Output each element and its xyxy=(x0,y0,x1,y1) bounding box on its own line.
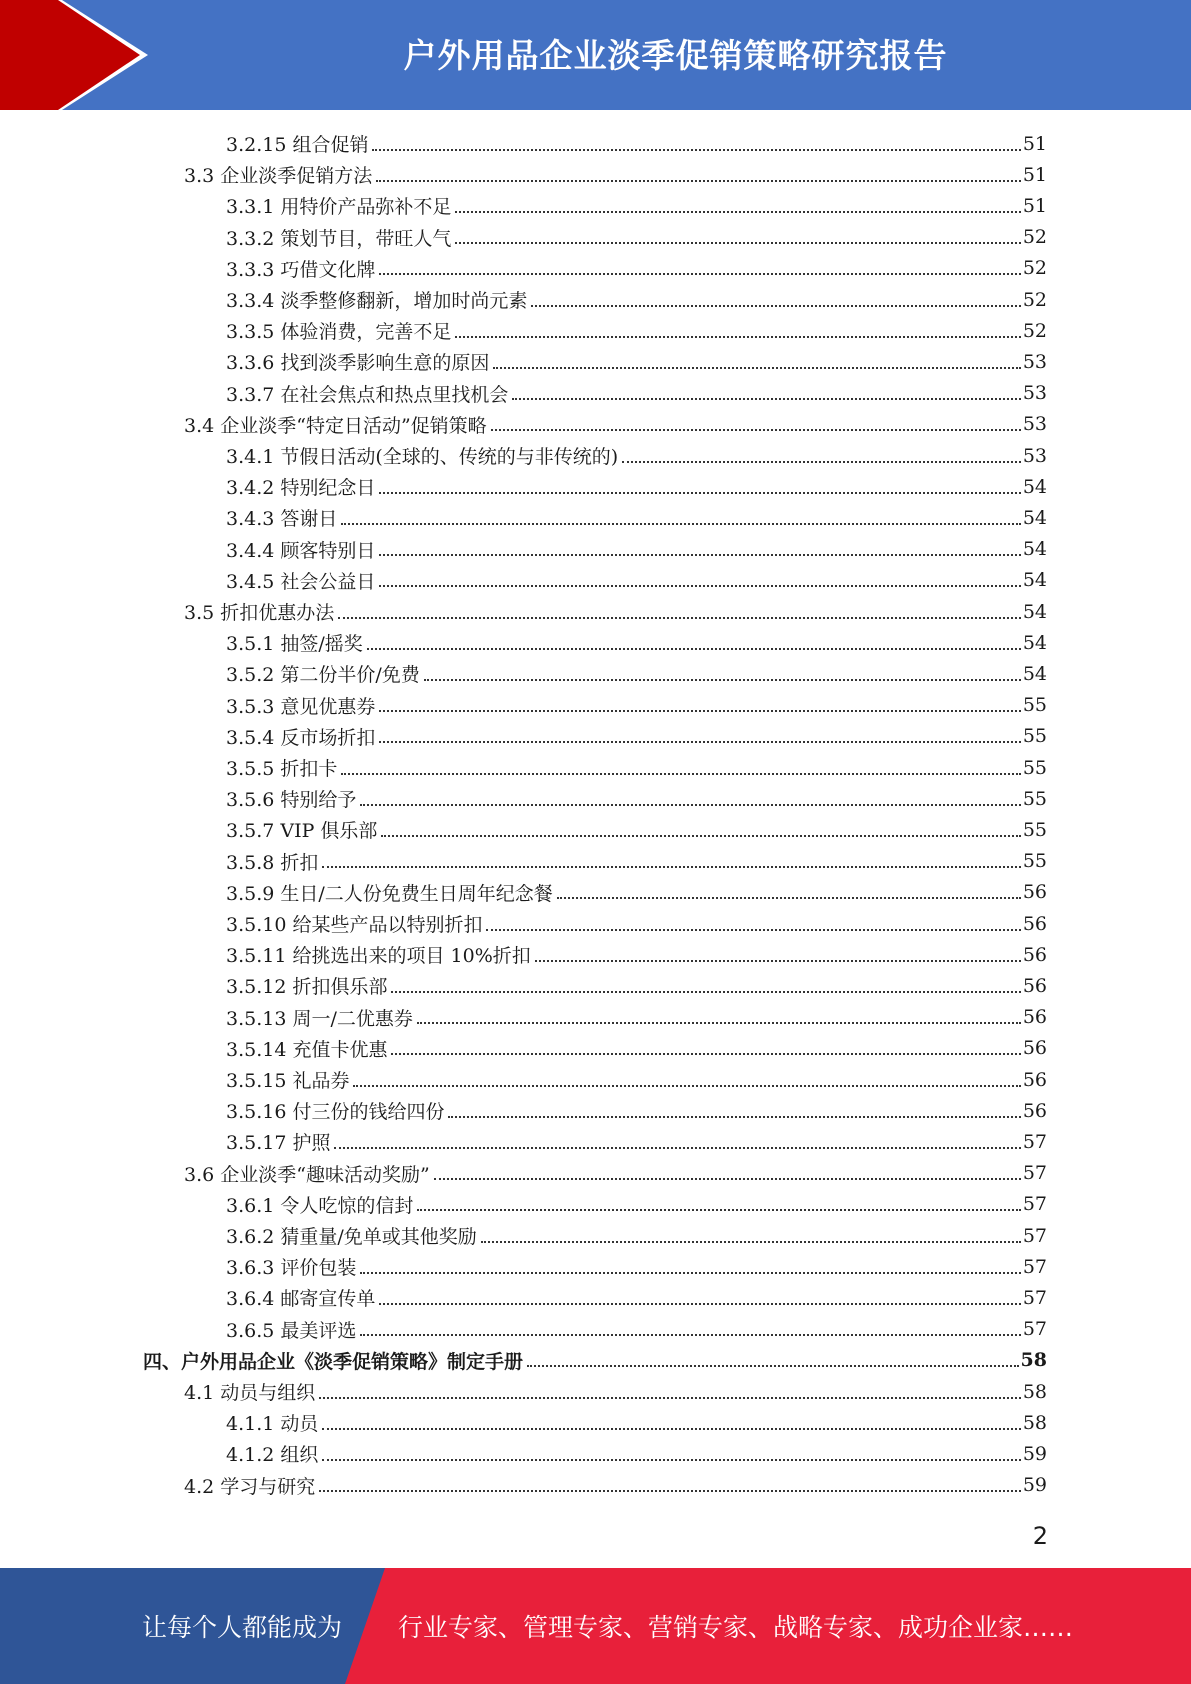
toc-leader-dots xyxy=(424,679,1021,681)
toc-entry-page: 54 xyxy=(1022,538,1047,561)
toc-leader-dots xyxy=(381,835,1020,837)
toc-leader-dots xyxy=(379,492,1020,494)
toc-entry-label: 3.6.5 最美评选 xyxy=(226,1319,357,1342)
toc-entry[interactable] xyxy=(184,159,1047,190)
toc-entry-label: 3.6.1 令人吃惊的信封 xyxy=(226,1194,414,1217)
toc-entry-label: 3.3.7 在社会焦点和热点里找机会 xyxy=(226,383,509,406)
toc-entry-page: 56 xyxy=(1022,881,1047,904)
toc-entry-page: 54 xyxy=(1022,600,1047,623)
toc-entry[interactable] xyxy=(226,502,1047,533)
toc-leader-dots xyxy=(360,1272,1020,1274)
page-header xyxy=(0,0,1191,110)
toc-entry-page: 59 xyxy=(1022,1474,1047,1497)
toc-entry-label: 3.4.5 社会公益日 xyxy=(226,570,376,593)
toc-leader-dots xyxy=(360,1334,1020,1336)
toc-entry-page: 56 xyxy=(1022,1099,1047,1122)
toc-leader-dots xyxy=(379,710,1020,712)
toc-entry-page: 55 xyxy=(1022,725,1047,748)
toc-entry[interactable] xyxy=(226,346,1047,377)
toc-leader-dots xyxy=(379,741,1020,743)
toc-entry-label: 3.5.13 周一/二优惠券 xyxy=(226,1007,413,1030)
toc-leader-dots xyxy=(493,367,1020,369)
toc-entry-label: 3.4.3 答谢日 xyxy=(226,508,338,531)
toc-leader-dots xyxy=(372,149,1020,151)
toc-leader-dots xyxy=(376,180,1021,182)
toc-entry[interactable] xyxy=(226,222,1047,253)
toc-entry[interactable] xyxy=(226,690,1047,721)
toc-entry-label: 3.3 企业淡季促销方法 xyxy=(184,165,373,188)
toc-entry-label: 3.3.3 巧借文化牌 xyxy=(226,258,376,281)
toc-entry[interactable] xyxy=(226,378,1047,409)
toc-entry[interactable] xyxy=(184,596,1047,627)
toc-entry-page: 54 xyxy=(1022,569,1047,592)
toc-leader-dots xyxy=(322,1459,1020,1461)
toc-entry-label: 3.4 企业淡季“特定日活动”促销策略 xyxy=(184,414,487,437)
toc-entry-page: 51 xyxy=(1022,132,1047,155)
toc-entry[interactable] xyxy=(226,1064,1047,1095)
toc-entry-page: 51 xyxy=(1022,194,1047,217)
toc-entry-page: 59 xyxy=(1022,1442,1047,1465)
toc-entry-page: 56 xyxy=(1022,1037,1047,1060)
toc-entry-label: 3.5.2 第二份半价/免费 xyxy=(226,664,420,687)
toc-entry[interactable] xyxy=(226,752,1047,783)
toc-entry-label: 3.4.4 顾客特别日 xyxy=(226,539,376,562)
toc-entry[interactable] xyxy=(184,1470,1047,1501)
toc-entry[interactable] xyxy=(226,721,1047,752)
toc-entry-page: 53 xyxy=(1022,350,1047,373)
toc-entry-page: 56 xyxy=(1022,974,1047,997)
toc-entry-page: 55 xyxy=(1022,756,1047,779)
toc-leader-dots xyxy=(341,523,1020,525)
toc-entry-page: 52 xyxy=(1022,226,1047,249)
toc-entry-page: 52 xyxy=(1022,288,1047,311)
footer-slogan-left: 让每个人都能成为 xyxy=(142,1613,343,1642)
toc-entry[interactable] xyxy=(226,284,1047,315)
toc-leader-dots xyxy=(391,991,1020,993)
toc-leader-dots xyxy=(417,1022,1021,1024)
toc-entry-label: 3.3.6 找到淡季影响生意的原因 xyxy=(226,352,490,375)
toc-entry-label: 4.1.2 组织 xyxy=(226,1444,319,1467)
toc-entry-label: 3.6.4 邮寄宣传单 xyxy=(226,1288,376,1311)
toc-entry-page: 57 xyxy=(1022,1318,1047,1341)
toc-entry-page: 51 xyxy=(1022,163,1047,186)
toc-entry-label: 3.4.2 特别纪念日 xyxy=(226,477,376,500)
toc-entry-label: 4.1.1 动员 xyxy=(226,1413,319,1436)
toc-entry-label: 3.2.15 组合促销 xyxy=(226,134,369,156)
toc-entry-label: 3.5.6 特别给予 xyxy=(226,789,357,812)
toc-entry-page: 57 xyxy=(1022,1224,1047,1247)
toc-leader-dots xyxy=(319,1397,1021,1399)
toc-leader-dots xyxy=(481,1241,1021,1243)
toc-entry-label: 3.3.4 淡季整修翻新，增加时尚元素 xyxy=(226,290,528,312)
toc-entry-page: 52 xyxy=(1022,257,1047,280)
toc-entry[interactable] xyxy=(226,190,1047,221)
toc-entry-label: 4.2 学习与研究 xyxy=(184,1475,316,1498)
page-number: 2 xyxy=(1032,1522,1048,1550)
toc-entry[interactable] xyxy=(226,534,1047,565)
toc-entry-label: 3.5.10 给某些产品以特别折扣 xyxy=(226,914,483,936)
toc-entry-label: 3.3.2 策划节目，带旺人气 xyxy=(226,227,452,250)
toc-entry[interactable] xyxy=(226,128,1047,159)
toc-leader-dots xyxy=(557,897,1021,899)
toc-entry-page: 56 xyxy=(1022,943,1047,966)
toc-entry[interactable] xyxy=(226,1438,1047,1469)
toc-leader-dots xyxy=(319,1490,1021,1492)
toc-entry[interactable] xyxy=(184,1158,1047,1189)
toc-entry-label: 3.5.4 反市场折扣 xyxy=(226,726,376,749)
toc-entry-label: 4.1 动员与组织 xyxy=(184,1382,316,1404)
toc-entry[interactable] xyxy=(226,1189,1047,1220)
toc-leader-dots xyxy=(455,336,1020,338)
toc-entry-label: 3.5.1 抽签/摇奖 xyxy=(226,633,363,656)
toc-entry-label: 四、户外用品企业《淡季促销策略》制定手册 xyxy=(143,1350,524,1373)
toc-entry-page: 54 xyxy=(1022,506,1047,529)
toc-entry-page: 56 xyxy=(1022,1006,1047,1029)
toc-leader-dots xyxy=(379,554,1020,556)
toc-leader-dots xyxy=(455,242,1020,244)
toc-entry-label: 3.5.17 护照 xyxy=(226,1132,331,1155)
toc-entry[interactable] xyxy=(226,1314,1047,1345)
toc-entry-label: 3.5.3 意见优惠券 xyxy=(226,695,376,718)
toc-entry-label: 3.5.9 生日/二人份免费生日周年纪念餐 xyxy=(226,882,553,905)
toc-entry-label: 3.3.1 用特价产品弥补不足 xyxy=(226,196,452,219)
toc-leader-dots xyxy=(367,648,1021,650)
toc-entry[interactable] xyxy=(226,1033,1047,1064)
toc-entry-label: 3.6.3 评价包装 xyxy=(226,1257,357,1280)
toc-entry-label: 3.5 折扣优惠办法 xyxy=(184,602,335,624)
toc-entry-label: 3.5.15 礼品券 xyxy=(226,1070,350,1092)
toc-entry[interactable] xyxy=(226,877,1047,908)
toc-entry[interactable] xyxy=(226,783,1047,814)
toc-entry-page: 58 xyxy=(1022,1380,1047,1403)
toc-leader-dots xyxy=(338,617,1021,619)
toc-entry-page: 54 xyxy=(1022,631,1047,654)
toc-entry-label: 3.5.5 折扣卡 xyxy=(226,758,338,780)
toc-leader-dots xyxy=(353,1085,1020,1087)
toc-entry-label: 3.4.1 节假日活动(全球的、传统的与非传统的) xyxy=(226,446,619,468)
toc-entry[interactable] xyxy=(226,1002,1047,1033)
toc-entry[interactable] xyxy=(143,1345,1047,1376)
toc-entry[interactable] xyxy=(226,1251,1047,1282)
toc-entry-page: 55 xyxy=(1022,818,1047,841)
toc-entry[interactable] xyxy=(226,627,1047,658)
toc-entry[interactable] xyxy=(226,315,1047,346)
toc-entry[interactable] xyxy=(226,970,1047,1001)
toc-entry[interactable] xyxy=(226,471,1047,502)
toc-leader-dots xyxy=(379,1303,1020,1305)
toc-leader-dots xyxy=(622,461,1021,463)
toc-entry[interactable] xyxy=(226,939,1047,970)
toc-entry[interactable] xyxy=(226,658,1047,689)
report-title: 户外用品企业淡季促销策略研究报告 xyxy=(403,35,948,75)
toc-entry-label: 3.5.11 给挑选出来的项目 10%折扣 xyxy=(226,945,531,968)
toc-entry-page: 53 xyxy=(1022,444,1047,467)
toc-leader-dots xyxy=(434,1178,1021,1180)
toc-leader-dots xyxy=(322,1428,1020,1430)
toc-leader-dots xyxy=(322,866,1020,868)
toc-entry-page: 57 xyxy=(1022,1130,1047,1153)
toc-leader-dots xyxy=(491,429,1021,431)
toc-entry-page: 55 xyxy=(1022,694,1047,717)
toc-entry-page: 58 xyxy=(1022,1411,1047,1434)
toc-leader-dots xyxy=(379,585,1020,587)
toc-entry-page: 56 xyxy=(1022,1068,1047,1091)
toc-entry-page: 53 xyxy=(1022,413,1047,436)
toc-entry-label: 3.3.5 体验消费，完善不足 xyxy=(226,321,452,344)
toc-leader-dots xyxy=(486,929,1020,931)
toc-entry-label: 3.6.2 猜重量/免单或其他奖励 xyxy=(226,1226,477,1248)
toc-entry-page: 57 xyxy=(1022,1255,1047,1278)
toc-entry-page: 54 xyxy=(1022,662,1047,685)
page-footer xyxy=(0,1568,1191,1684)
toc-entry-label: 3.5.12 折扣俱乐部 xyxy=(226,976,388,999)
toc-entry-label: 3.5.16 付三份的钱给四份 xyxy=(226,1101,445,1124)
toc-entry[interactable] xyxy=(184,1376,1047,1407)
toc-entry-page: 57 xyxy=(1022,1162,1047,1185)
toc-leader-dots xyxy=(448,1116,1020,1118)
toc-entry-label: 3.5.8 折扣 xyxy=(226,851,319,874)
toc-entry[interactable] xyxy=(226,1095,1047,1126)
toc-entry[interactable] xyxy=(226,1282,1047,1313)
toc-entry-page: 56 xyxy=(1022,912,1047,935)
toc-leader-dots xyxy=(531,305,1020,307)
toc-leader-dots xyxy=(360,804,1020,806)
toc-leader-dots xyxy=(341,773,1020,775)
toc-entry[interactable] xyxy=(226,846,1047,877)
toc-entry[interactable] xyxy=(226,440,1047,471)
footer-slogan-right: 行业专家、管理专家、营销专家、战略专家、成功企业家…… xyxy=(398,1613,1074,1642)
toc-entry-page: 55 xyxy=(1022,787,1047,810)
toc-leader-dots xyxy=(527,1365,1019,1367)
toc-entry-page: 54 xyxy=(1022,475,1047,498)
toc-leader-dots xyxy=(535,960,1021,962)
toc-entry-page: 57 xyxy=(1022,1286,1047,1309)
toc-entry[interactable] xyxy=(184,409,1047,440)
toc-entry[interactable] xyxy=(226,565,1047,596)
red-arrow-icon xyxy=(0,0,160,110)
toc-entry[interactable] xyxy=(226,814,1047,845)
toc-leader-dots xyxy=(512,398,1020,400)
toc-entry-page: 53 xyxy=(1022,382,1047,405)
toc-entry-page: 52 xyxy=(1022,319,1047,342)
toc-entry[interactable] xyxy=(226,1220,1047,1251)
toc-entry-label: 3.5.14 充值卡优惠 xyxy=(226,1038,388,1061)
toc-entry-page: 58 xyxy=(1020,1349,1047,1372)
toc-entry-page: 55 xyxy=(1022,850,1047,873)
toc-entry-page: 57 xyxy=(1022,1193,1047,1216)
toc-leader-dots xyxy=(391,1053,1020,1055)
toc-entry[interactable] xyxy=(226,1407,1047,1438)
toc-entry[interactable] xyxy=(226,253,1047,284)
toc-leader-dots xyxy=(455,211,1020,213)
toc-leader-dots xyxy=(379,273,1020,275)
toc-entry-label: 3.6 企业淡季“趣味活动奖励” xyxy=(184,1163,430,1186)
toc-leader-dots xyxy=(334,1147,1020,1149)
toc-entry[interactable] xyxy=(226,1126,1047,1157)
toc-leader-dots xyxy=(417,1209,1020,1211)
toc-entry[interactable] xyxy=(226,908,1047,939)
toc-entry-label: 3.5.7 VIP 俱乐部 xyxy=(226,820,378,843)
